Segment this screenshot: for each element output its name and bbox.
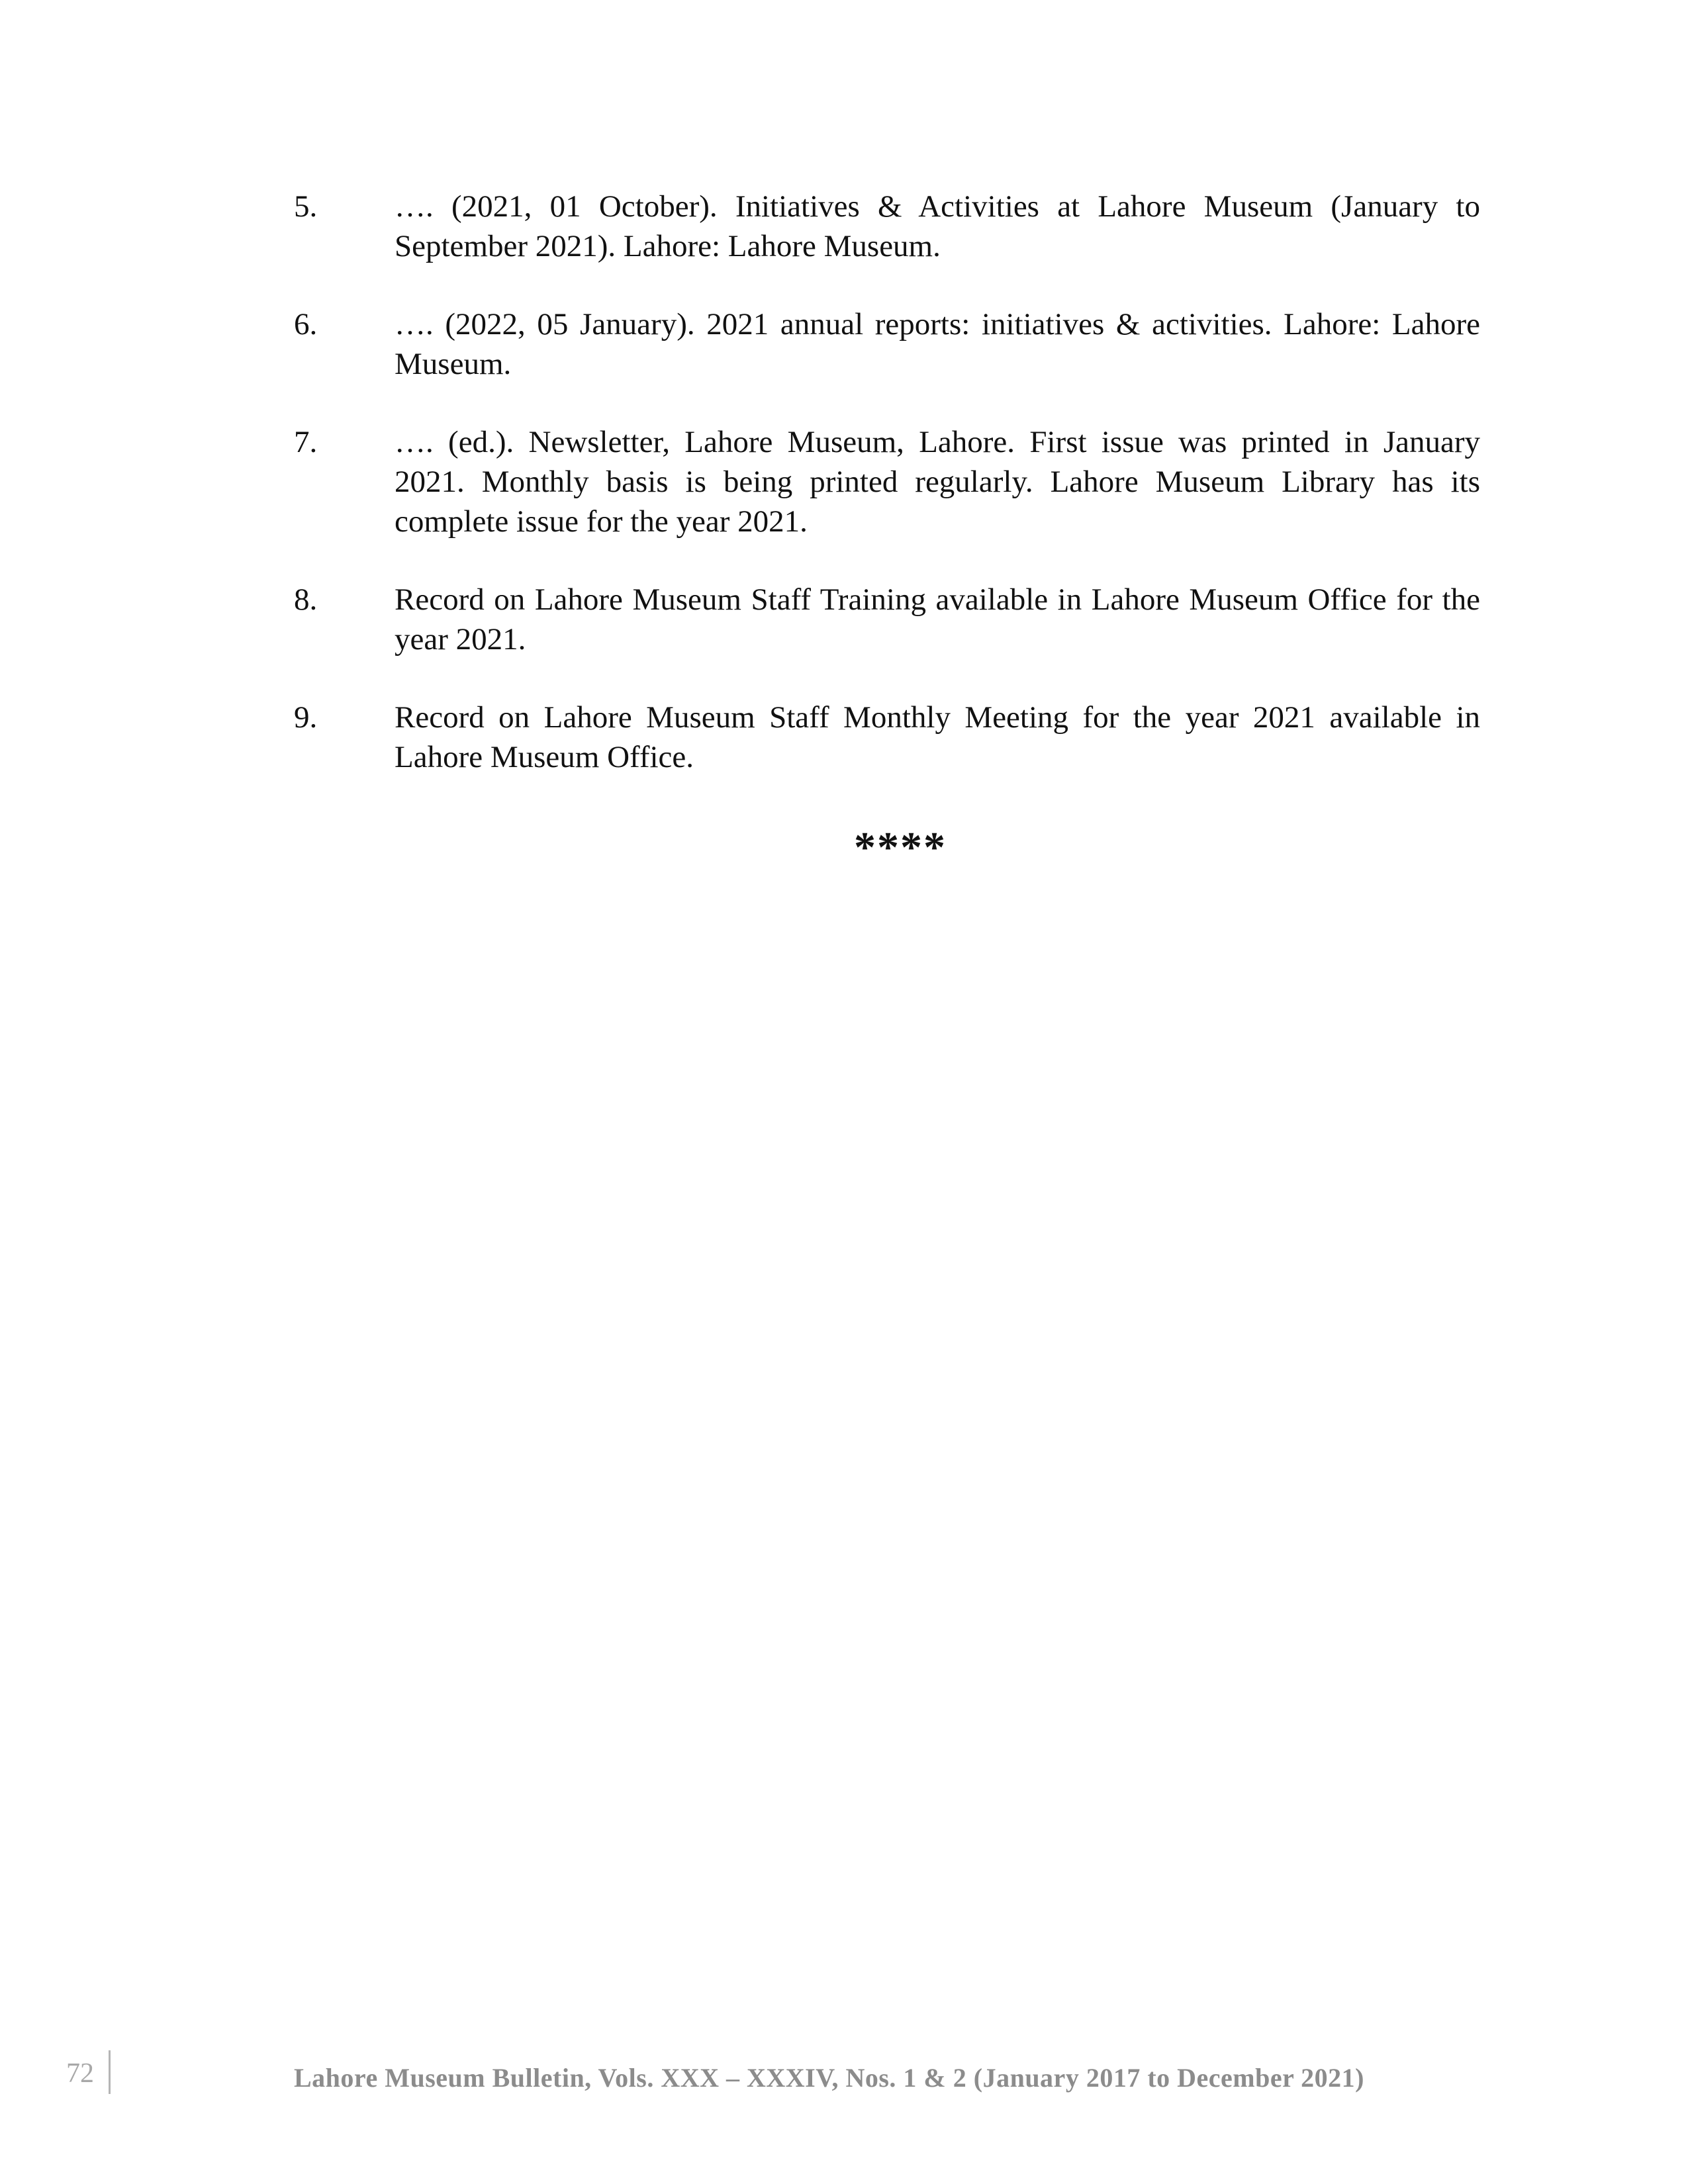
reference-list (294, 187, 1480, 815)
reference-item-5 (294, 187, 1480, 266)
reference-text: …. (ed.). Newsletter, Lahore Museum, Lahore. First issue was printed in January 2021. Monthly basis is being printed regularly. Lahore Museum Library has its complete issue for the year 2021. (395, 425, 1480, 539)
reference-item-6 (294, 304, 1480, 384)
reference-number: 8. (294, 582, 318, 617)
reference-text: Record on Lahore Museum Staff Monthly Meeting for the year 2021 available in Lahore Museum Office. (395, 700, 1480, 774)
page-number: 72 (66, 2058, 94, 2089)
reference-number: 6. (294, 307, 318, 341)
reference-item-9 (294, 698, 1480, 777)
footer-divider (109, 2050, 111, 2094)
reference-text: …. (2021, 01 October). Initiatives & Activities at Lahore Museum (January to September 2021). Lahore: Lahore Museum. (395, 189, 1480, 263)
reference-number: 5. (294, 189, 318, 224)
reference-item-8 (294, 580, 1480, 659)
reference-number: 9. (294, 700, 318, 735)
section-end-separator: **** (854, 823, 947, 872)
reference-number: 7. (294, 425, 318, 459)
reference-item-7 (294, 422, 1480, 541)
reference-text: Record on Lahore Museum Staff Training available in Lahore Museum Office for the year 2021. (395, 582, 1480, 657)
reference-text: …. (2022, 05 January). 2021 annual reports: initiatives & activities. Lahore: Lahore Museum. (395, 307, 1480, 381)
running-footer-title: Lahore Museum Bulletin, Vols. XXX – XXXIV, Nos. 1 & 2 (January 2017 to December 2021) (294, 2063, 1364, 2093)
